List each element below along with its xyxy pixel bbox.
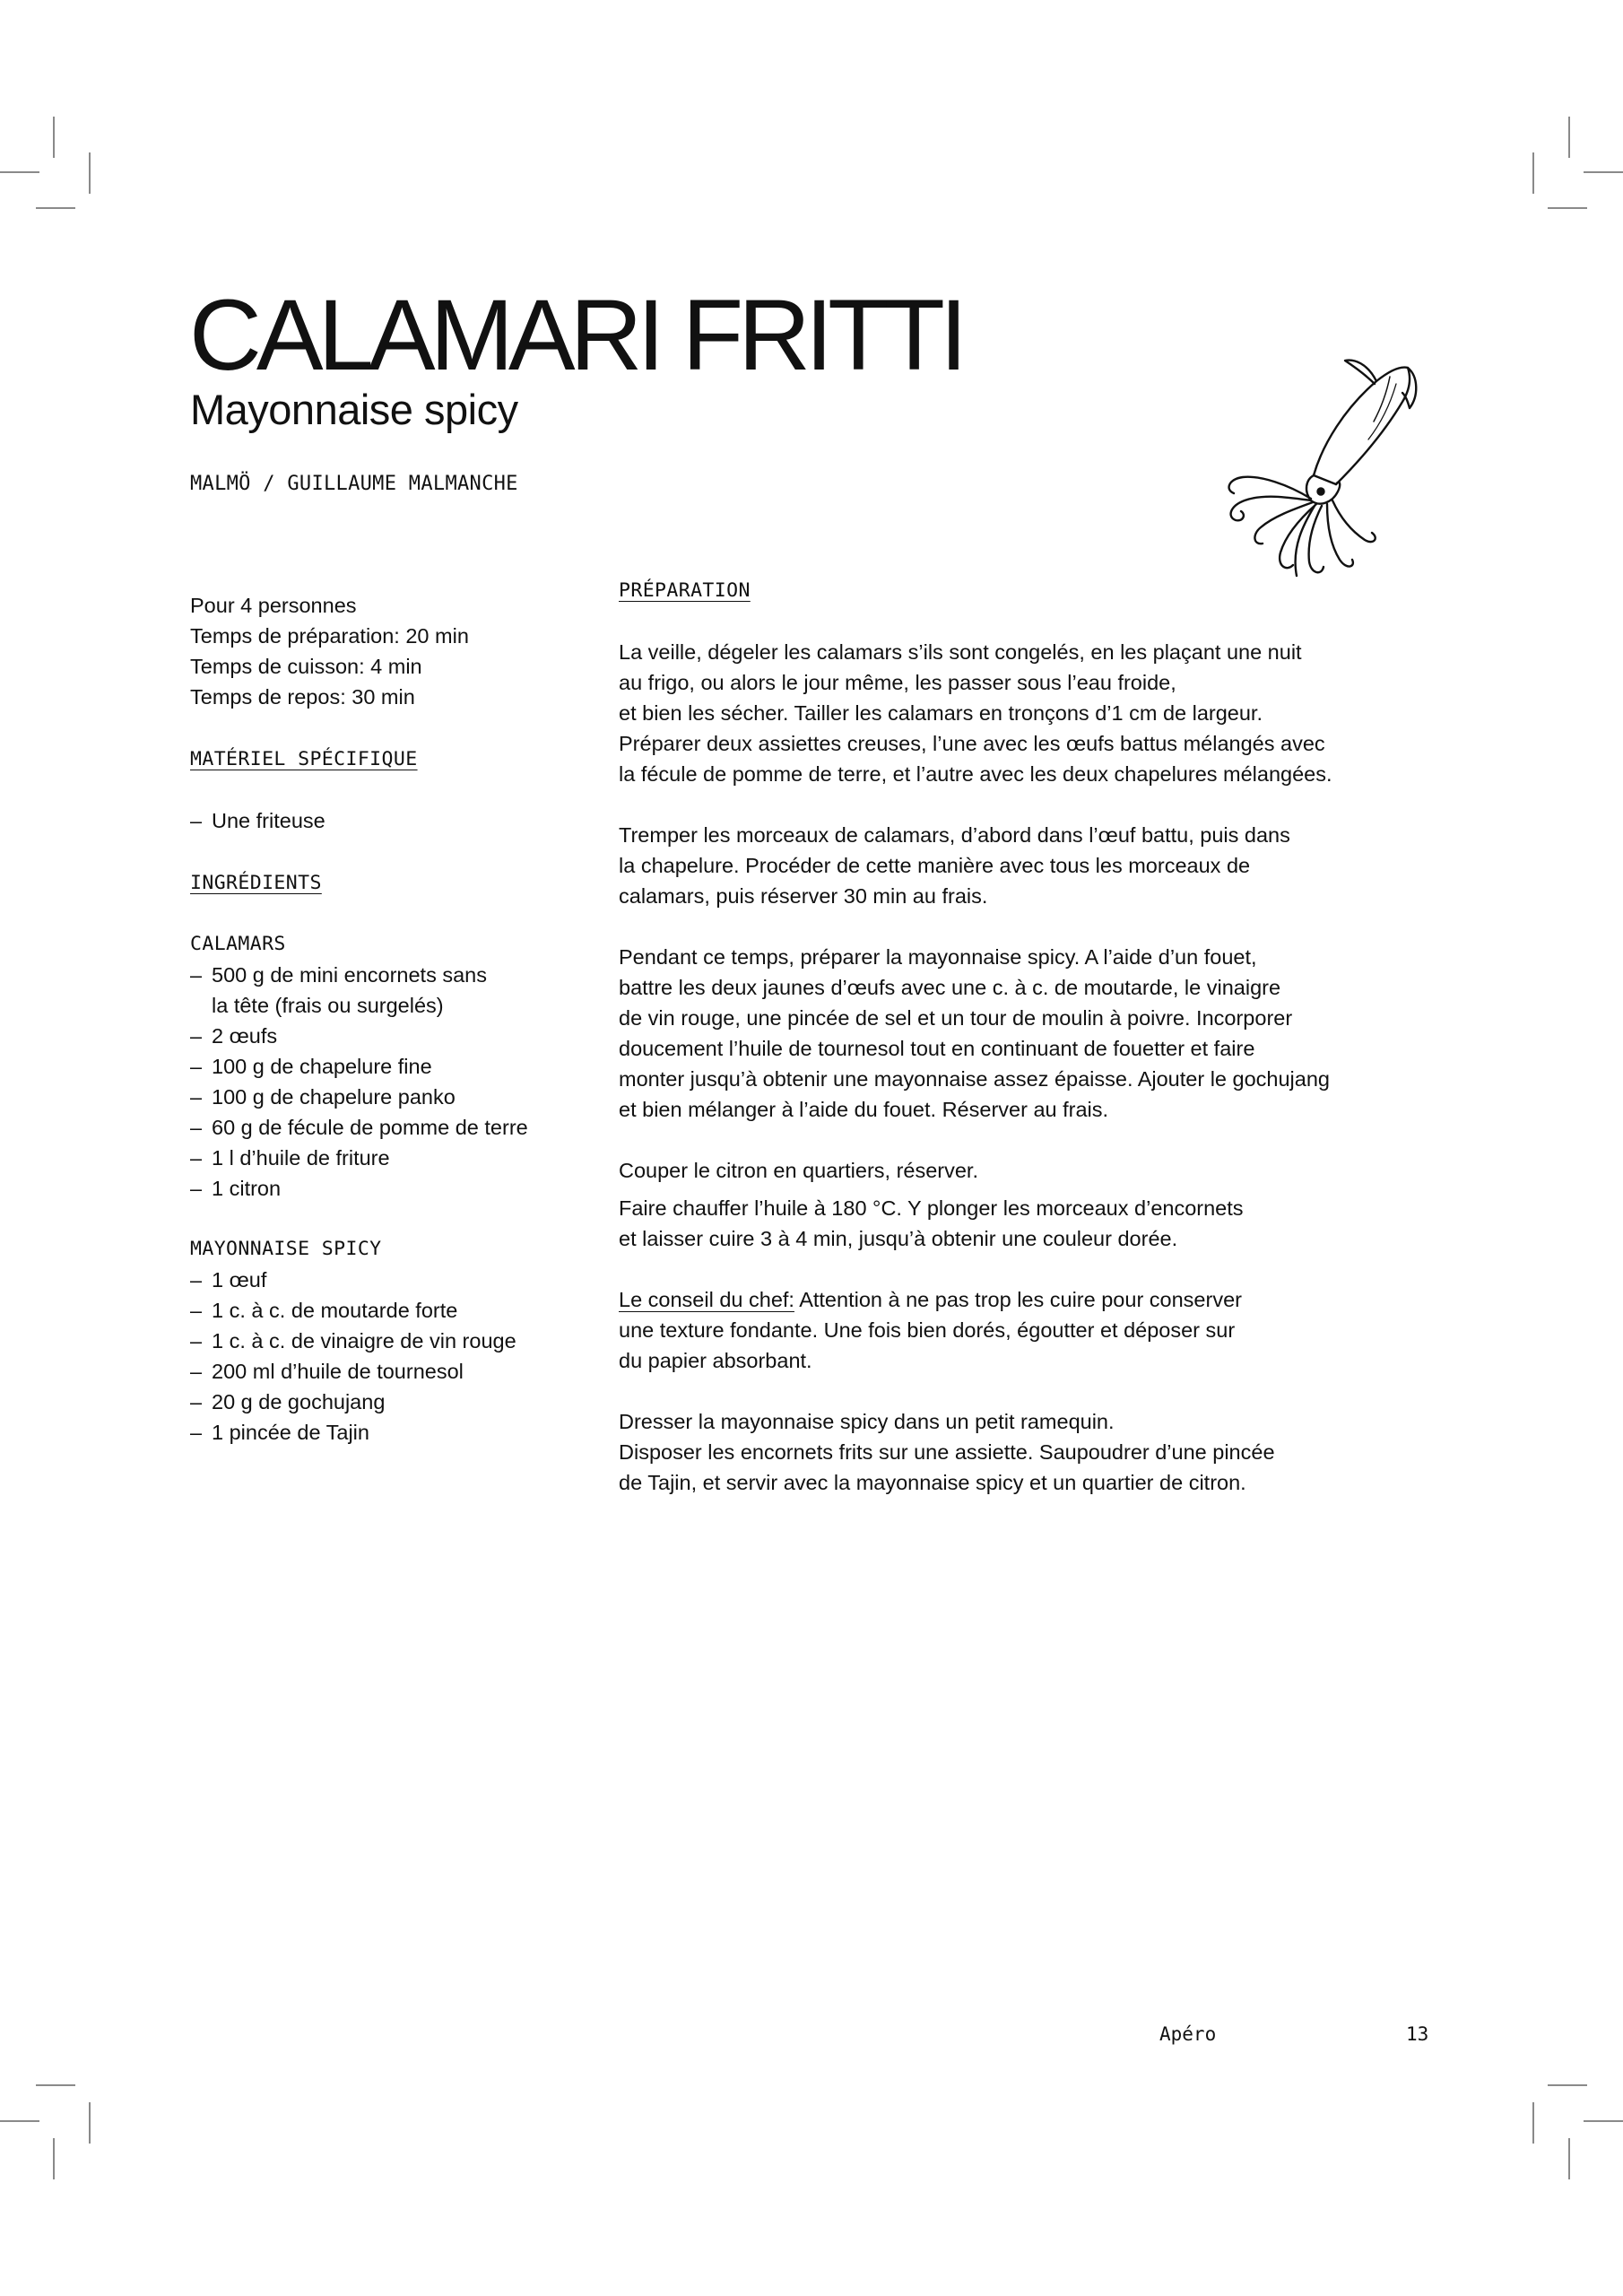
cook-time: Temps de cuisson: 4 min <box>190 655 422 678</box>
calamars-heading: CALAMARS <box>190 933 286 955</box>
ingredient-item: – 200 ml d’huile de tournesol <box>190 1360 464 1383</box>
preparation-paragraph: Couper le citron en quartiers, réserver. <box>619 1159 978 1182</box>
preparation-paragraph: Pendant ce temps, préparer la mayonnaise spicy. A l’aide d’un fouet, battre les deux jaunes d’œufs avec une c. à c. de moutarde, le vinaigre de vin rouge, une pincée de sel et un tour de moulin à poivre. Incorporer doucement l’huile de tournesol tout en continuant de fouetter et faire monter jusqu’à obtenir une mayonnaise assez épaisse. Ajouter le gochujang et bien mélanger à l’aide du fouet. Réserver au frais. <box>619 945 1330 1121</box>
preparation-section <box>619 574 1444 1498</box>
ingredients-heading: INGRÉDIENTS <box>190 872 322 894</box>
recipe-author: MALMÖ / GUILLAUME MALMANCHE <box>190 473 518 495</box>
ingredient-item: – 100 g de chapelure panko <box>190 1085 456 1109</box>
crop-mark <box>1584 171 1623 173</box>
ingredient-item: – 500 g de mini encornets sans <box>190 963 487 987</box>
ingredient-item: – 1 c. à c. de moutarde forte <box>190 1299 458 1322</box>
crop-mark <box>1548 207 1587 209</box>
ingredient-item-continued: la tête (frais ou surgelés) <box>212 994 444 1017</box>
crop-mark <box>89 152 91 194</box>
preparation-paragraph: Dresser la mayonnaise spicy dans un petit ramequin. Disposer les encornets frits sur une assiette. Saupoudrer d’une pincée de Tajin, et servir avec la mayonnaise spicy et un quartier de citron. <box>619 1410 1275 1494</box>
crop-mark <box>36 2084 75 2086</box>
recipe-subtitle: Mayonnaise spicy <box>190 386 518 433</box>
rest-time: Temps de repos: 30 min <box>190 685 415 709</box>
ingredient-item: – 1 pincée de Tajin <box>190 1421 369 1444</box>
ingredient-item: – 1 œuf <box>190 1268 267 1292</box>
page-number: 13 <box>1406 2023 1429 2045</box>
crop-mark <box>89 2102 91 2144</box>
ingredient-item: – 1 l d’huile de friture <box>190 1146 390 1170</box>
crop-mark <box>1568 2138 1570 2179</box>
crop-mark <box>1584 2120 1623 2122</box>
preparation-paragraph: Faire chauffer l’huile à 180 °C. Y plonger les morceaux d’encornets et laisser cuire 3 à 4 min, jusqu’à obtenir une couleur dorée. <box>619 1196 1244 1250</box>
crop-mark <box>1548 2084 1587 2086</box>
crop-mark <box>53 117 55 158</box>
preparation-heading: PRÉPARATION <box>619 579 751 602</box>
preparation-paragraph: La veille, dégeler les calamars s’ils sont congelés, en les plaçant une nuit au frigo, ou alors le jour même, les passer sous l’eau froide, et bien les sécher. Tailler les calamars en tronçons d’1 cm de largeur. Préparer deux assiettes creuses, l’une avec les œufs battus mélangés avec la fécule de pomme de terre, et l’autre avec les deux chapelures mélangées. <box>619 640 1332 786</box>
servings: Pour 4 personnes <box>190 594 357 617</box>
crop-mark <box>1568 117 1570 158</box>
crop-mark <box>0 2120 39 2122</box>
materiel-item: – Une friteuse <box>190 809 325 832</box>
ingredient-item: – 20 g de gochujang <box>190 1390 386 1413</box>
chef-tip: Le conseil du chef: Attention à ne pas trop les cuire pour conserver une texture fondante. Une fois bien dorés, égoutter et déposer sur du papier absorbant. <box>619 1288 1242 1372</box>
crop-mark <box>0 171 39 173</box>
crop-mark <box>36 207 75 209</box>
ingredient-item: – 1 c. à c. de vinaigre de vin rouge <box>190 1329 516 1352</box>
footer-section-name: Apéro <box>1159 2023 1217 2045</box>
crop-mark <box>1532 152 1534 194</box>
recipe-title: CALAMARI FRITTI <box>189 279 963 391</box>
chef-tip-label: Le conseil du chef: <box>619 1288 794 1311</box>
preparation-paragraph: Tremper les morceaux de calamars, d’abord dans l’œuf battu, puis dans la chapelure. Procéder de cette manière avec tous les morceaux de calamars, puis réserver 30 min au frais. <box>619 823 1290 908</box>
crop-mark <box>53 2138 55 2179</box>
ingredient-item: – 100 g de chapelure fine <box>190 1055 432 1078</box>
mayonnaise-heading: MAYONNAISE SPICY <box>190 1238 382 1260</box>
ingredient-item: – 2 œufs <box>190 1024 278 1048</box>
ingredient-item: – 60 g de fécule de pomme de terre <box>190 1116 528 1139</box>
crop-mark <box>1532 2102 1534 2144</box>
recipe-sidebar <box>190 590 594 1448</box>
prep-time: Temps de préparation: 20 min <box>190 624 469 648</box>
ingredient-item: – 1 citron <box>190 1177 282 1200</box>
materiel-heading: MATÉRIEL SPÉCIFIQUE <box>190 748 418 770</box>
squid-illustration <box>1211 341 1435 583</box>
